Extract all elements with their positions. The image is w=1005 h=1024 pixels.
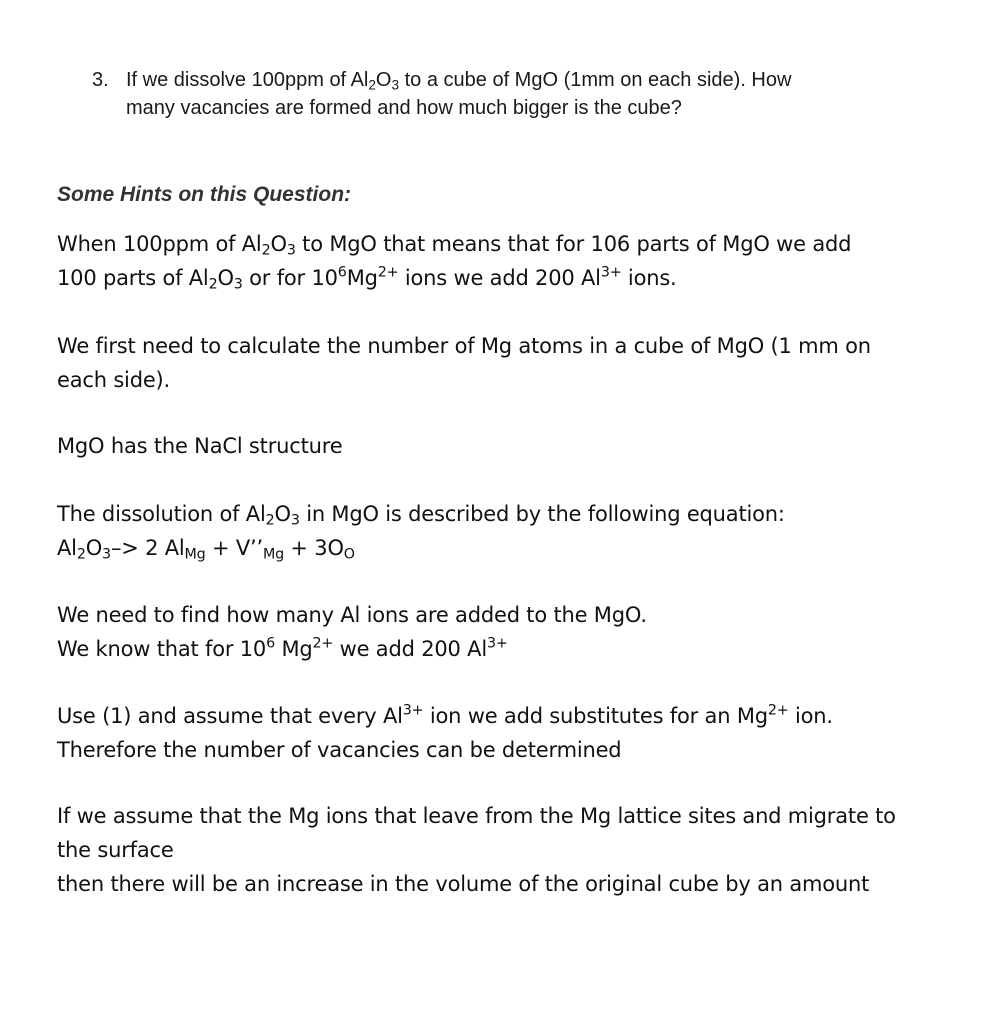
paragraph-line: each side). — [57, 368, 171, 392]
paragraph-al-ions — [57, 598, 977, 666]
paragraph-mg-atoms — [57, 329, 977, 397]
paragraph-structure — [57, 429, 977, 463]
paragraph-line: MgO has the NaCl structure — [57, 434, 343, 458]
paragraph-line: then there will be an increase in the volume of the original cube by an amount — [57, 872, 870, 896]
hints-heading: Some Hints on this Question: — [57, 183, 352, 206]
defect-equation: $Al_2O_3-> 2$ $Al_{Mg}$ + $V’’_{Mg} + 3O_O$ — [57, 536, 355, 563]
paragraph-volume-increase — [57, 799, 977, 901]
question-number: 3. — [92, 69, 109, 91]
paragraph-vacancies — [57, 699, 977, 767]
paragraph-line: 100 parts of $Al_2O_3$ or for $10^6Mg^{2+}$ ions we add 200 $Al^{3+}$ ions. — [57, 264, 677, 293]
paragraph-line: When 100ppm of $Al_2O_3$ to MgO that means that for 106 parts of MgO we add — [57, 232, 852, 259]
paragraph-line: Use (1) and assume that every $Al^{3+}$ ion we add substitutes for an $Mg^{2+}$ ion. — [57, 702, 833, 728]
question-text — [126, 66, 972, 122]
paragraph-line: If we assume that the Mg ions that leave from the Mg lattice sites and migrate to — [57, 804, 896, 828]
paragraph-line: We need to find how many Al ions are added to the MgO. — [57, 603, 647, 627]
paragraph-line: The dissolution of $Al_2O_3$ in MgO is described by the following equation: — [57, 502, 785, 529]
question-line-1: If we dissolve 100ppm of $Al_2O_3$ to a cube of MgO (1mm on each side). How — [126, 69, 792, 93]
paragraph-line: Therefore the number of vacancies can be determined — [57, 738, 622, 762]
paragraph-ppm-explanation — [57, 227, 977, 295]
paragraph-dissolution-equation — [57, 497, 977, 565]
paragraph-line: the surface — [57, 838, 174, 862]
question-line-2: many vacancies are formed and how much bigger is the cube? — [126, 97, 682, 119]
paragraph-line: We know that for $10^6$ $Mg^{2+}$ we add 200 $Al^{3+}$ — [57, 635, 508, 661]
question-3 — [92, 66, 972, 122]
paragraph-line: We first need to calculate the number of Mg atoms in a cube of MgO (1 mm on — [57, 334, 871, 358]
